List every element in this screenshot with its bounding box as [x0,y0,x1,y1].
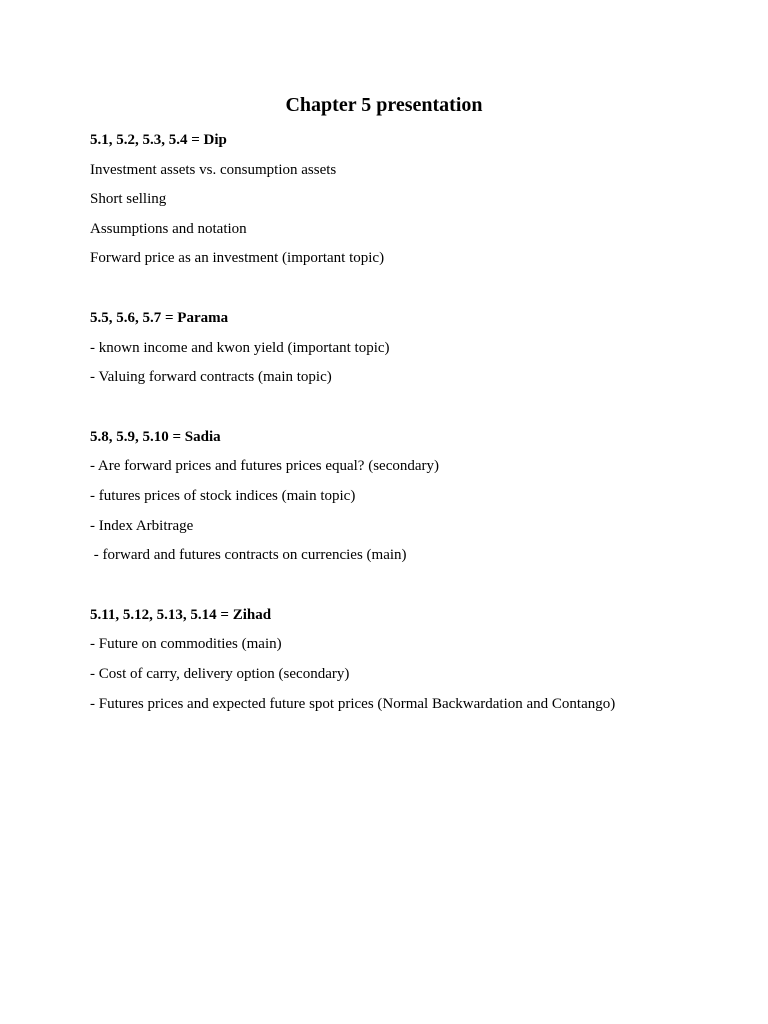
topic-line: Short selling [90,191,167,208]
topic-line: Forward price as an investment (important topic) [90,250,385,267]
section-heading: 5.11, 5.12, 5.13, 5.14 = Zihad [90,606,272,623]
topic-line: - known income and kwon yield (important topic) [90,339,390,356]
section-zihad [90,601,690,719]
section-dip [90,126,690,274]
document-title: Chapter 5 presentation [285,94,483,116]
section-parama [90,304,690,393]
topic-line: - Index Arbitrage [90,517,194,534]
topic-line: - forward and futures contracts on currencies (main) [90,547,407,564]
topic-line: - futures prices of stock indices (main topic) [90,487,356,504]
topic-line: - Futures prices and expected future spot prices (Normal Backwardation and Contango) [90,695,616,712]
topic-line: - Valuing forward contracts (main topic) [90,369,332,386]
topic-line: Investment assets vs. consumption assets [90,161,337,178]
section-heading: 5.5, 5.6, 5.7 = Parama [90,309,229,326]
section-sadia [90,423,690,571]
topic-line: - Future on commodities (main) [90,636,282,653]
topic-line: - Cost of carry, delivery option (secondary) [90,665,350,682]
topic-line: Assumptions and notation [90,220,247,237]
topic-line: - Are forward prices and futures prices equal? (secondary) [90,458,440,475]
document-body [90,126,690,749]
section-heading: 5.1, 5.2, 5.3, 5.4 = Dip [90,132,227,148]
section-heading: 5.8, 5.9, 5.10 = Sadia [90,428,221,445]
